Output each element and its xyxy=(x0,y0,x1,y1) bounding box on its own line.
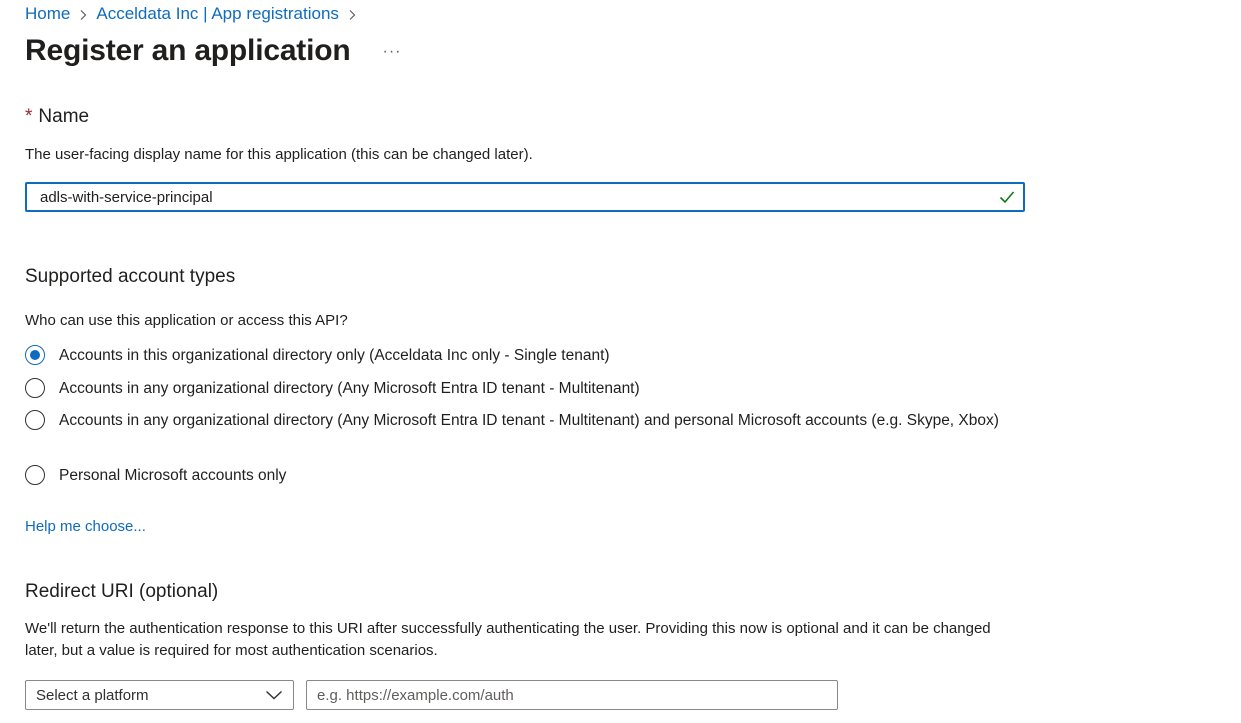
page-title: Register an application xyxy=(25,34,351,67)
radio-button[interactable] xyxy=(25,465,45,485)
account-types-heading: Supported account types xyxy=(25,266,236,287)
redirect-uri-heading: Redirect URI (optional) xyxy=(25,581,219,602)
redirect-uri-description: We'll return the authentication response to this URI after successfully authenticating the user. Providing this now is optional and it can be changed later, but a value is required for most authentication scenarios. xyxy=(25,620,991,659)
redirect-uri-input[interactable] xyxy=(306,680,838,710)
radio-label: Accounts in any organizational directory (Any Microsoft Entra ID tenant - Multitenant) xyxy=(59,380,640,397)
radio-multitenant-personal[interactable] xyxy=(25,409,999,432)
name-heading-label: Name xyxy=(38,106,90,127)
name-input[interactable] xyxy=(27,184,995,210)
radio-label: Accounts in any organizational directory (Any Microsoft Entra ID tenant - Multitenant) and personal Microsoft accounts (e.g. Skype, Xbox) xyxy=(59,412,999,429)
radio-personal-only[interactable] xyxy=(25,464,286,487)
radio-label: Personal Microsoft accounts only xyxy=(59,467,287,484)
platform-select-value: Select a platform xyxy=(36,686,149,704)
more-options-button[interactable]: ··· xyxy=(382,43,402,60)
radio-button[interactable] xyxy=(25,410,45,430)
account-types-question: Who can use this application or access this API? xyxy=(25,312,348,329)
name-description: The user-facing display name for this application (this can be changed later). xyxy=(25,146,533,163)
chevron-right-icon xyxy=(70,4,96,24)
name-heading xyxy=(25,106,89,128)
radio-button[interactable] xyxy=(25,378,45,398)
breadcrumb xyxy=(25,3,365,25)
breadcrumb-app-registrations-link[interactable]: Acceldata Inc | App registrations xyxy=(96,4,339,23)
required-marker: * xyxy=(25,106,33,127)
radio-label: Accounts in this organizational directory only (Acceldata Inc only - Single tenant) xyxy=(59,347,610,364)
chevron-down-icon xyxy=(265,687,283,704)
radio-multitenant[interactable] xyxy=(25,377,640,400)
radio-single-tenant[interactable] xyxy=(25,344,610,367)
help-me-choose-link[interactable]: Help me choose... xyxy=(25,518,146,535)
name-input-container xyxy=(25,182,1025,212)
breadcrumb-home-link[interactable]: Home xyxy=(25,4,71,23)
title-row xyxy=(25,34,403,68)
platform-select[interactable] xyxy=(25,680,294,710)
chevron-right-icon xyxy=(339,4,365,24)
radio-button-checked[interactable] xyxy=(25,345,45,365)
checkmark-icon xyxy=(995,184,1019,210)
